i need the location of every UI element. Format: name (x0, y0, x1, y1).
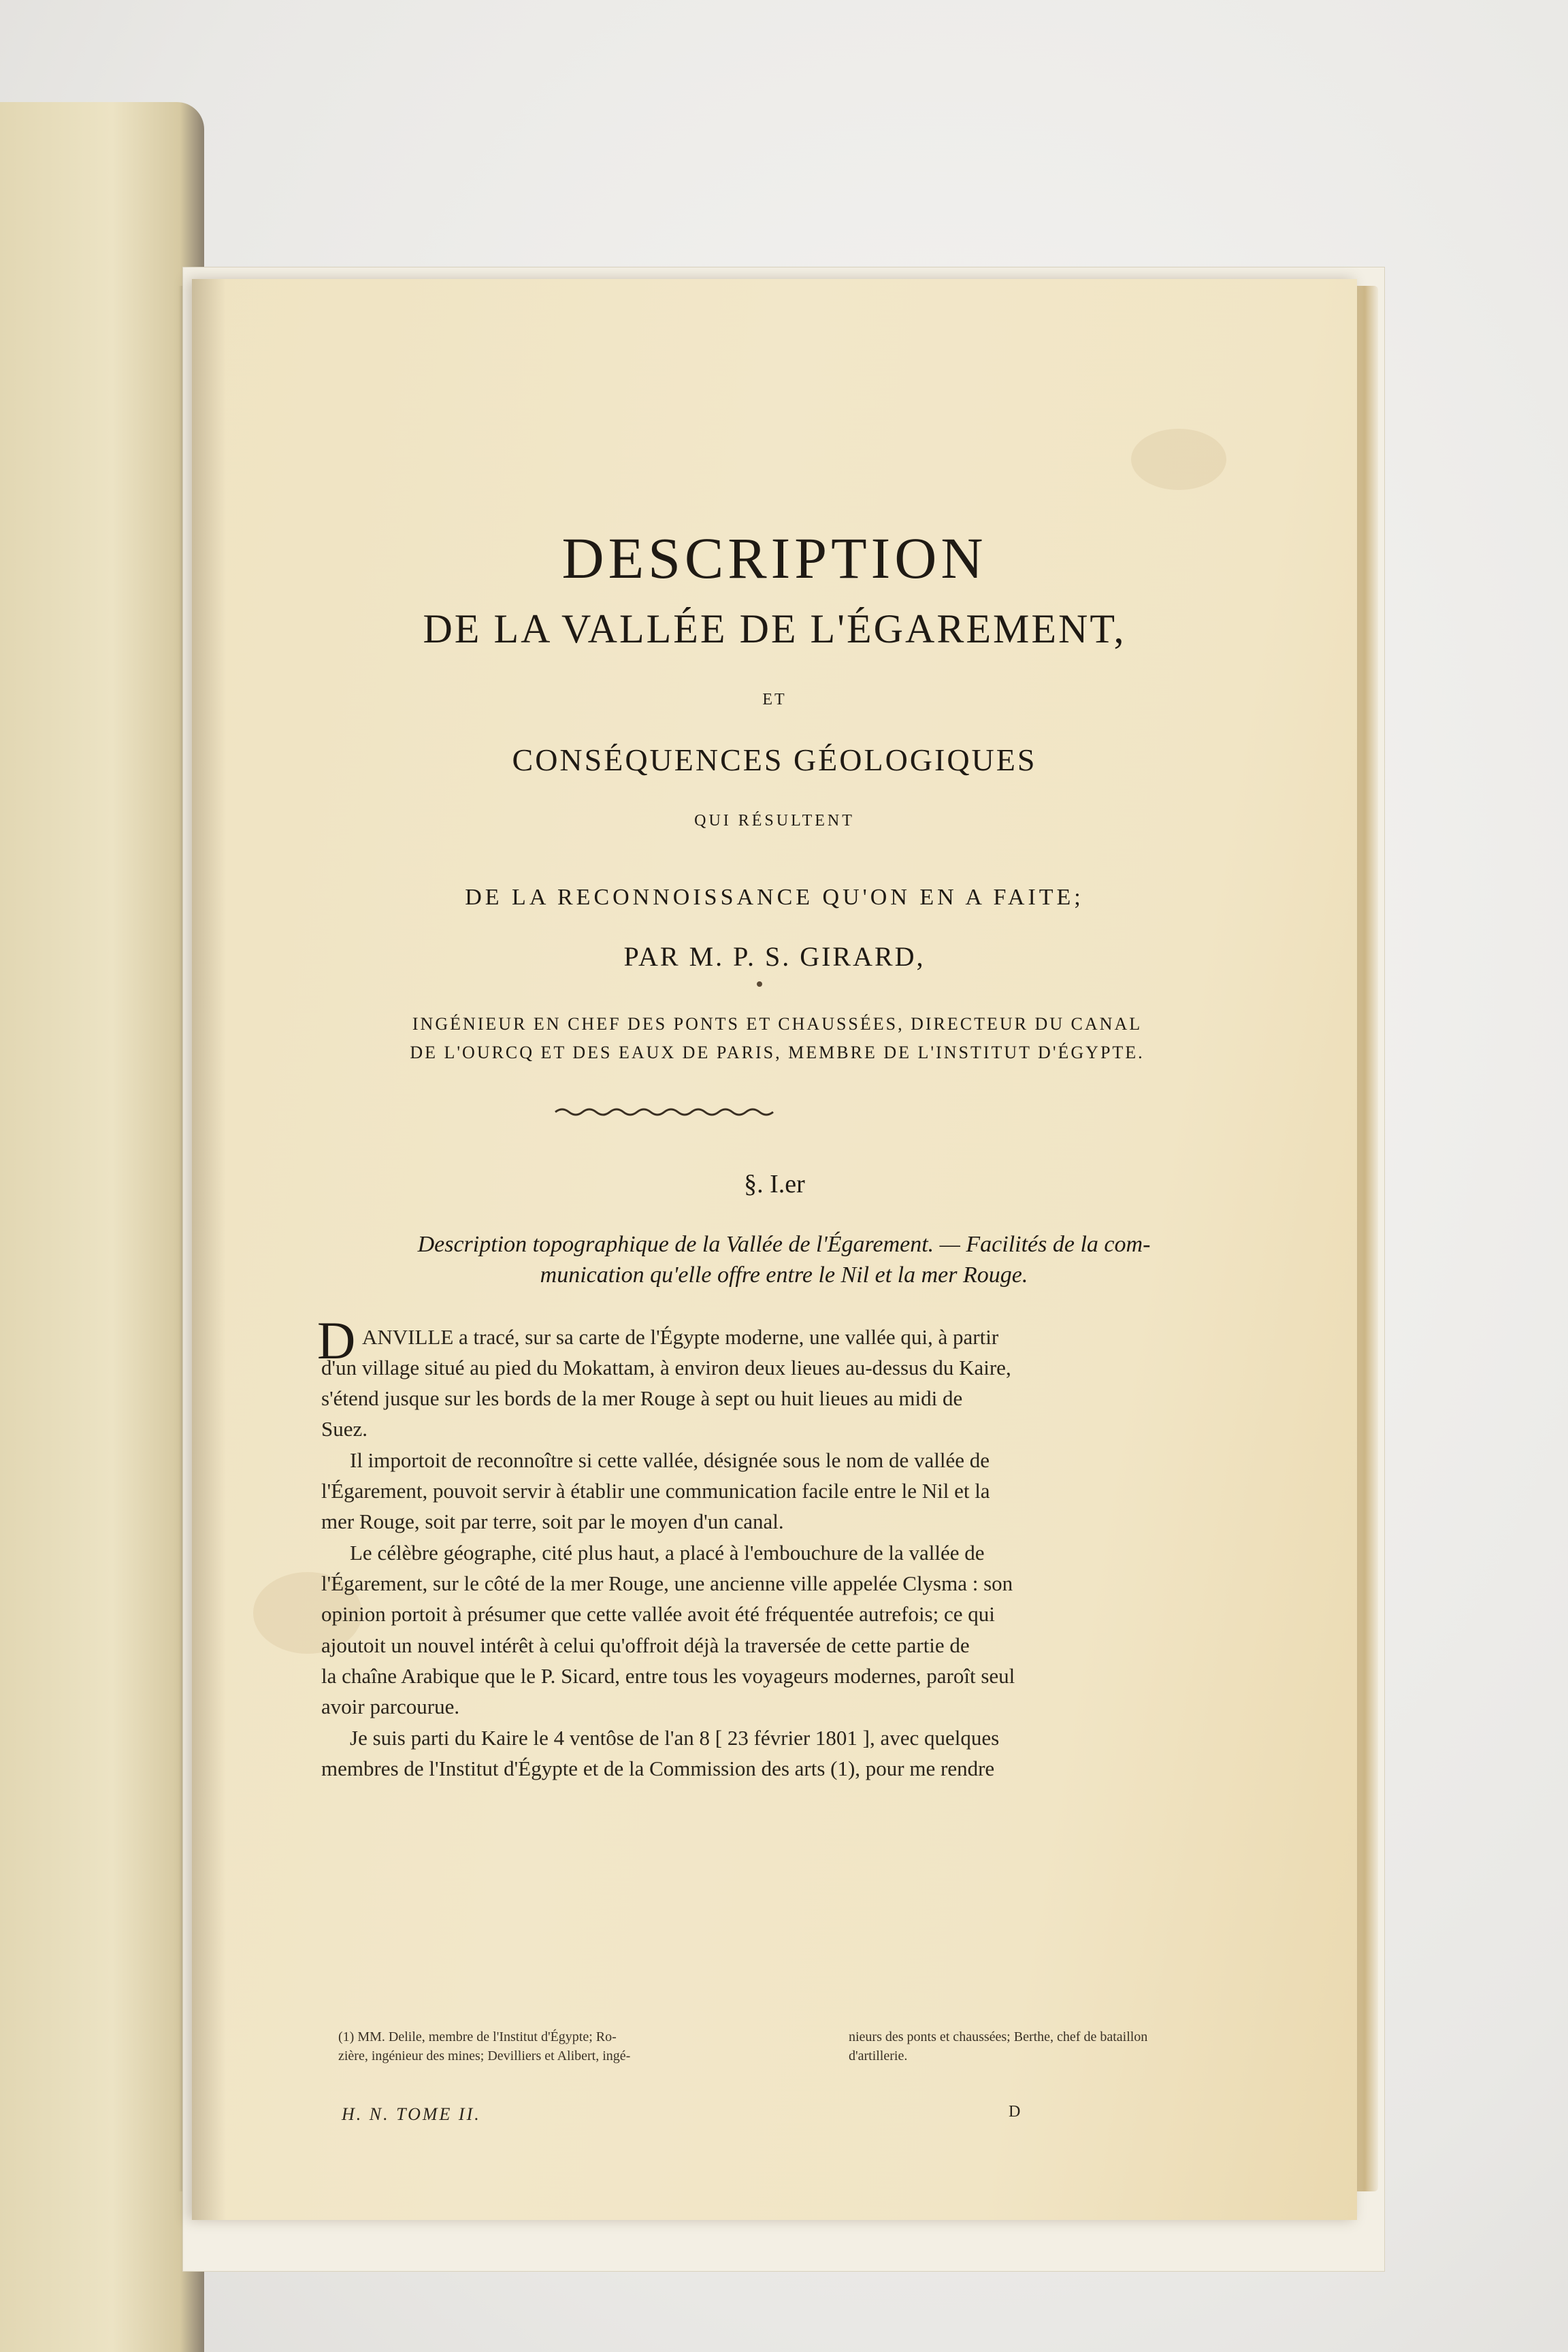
section-heading-line: Description topographique de la Vallée de l'Égarement. — Facilités de la com- (417, 1232, 1151, 1257)
footnote-line: zière, ingénieur des mines; Devilliers et Alibert, ingé- (338, 2048, 631, 2063)
ornament-rule (554, 1107, 779, 1117)
body-line: l'Égarement, pouvoit servir à établir une communication facile entre le Nil et la (321, 1479, 990, 1503)
footnote-line: (1) MM. Delile, membre de l'Institut d'Égypte; Ro- (338, 2029, 617, 2044)
drop-cap: D (317, 1311, 356, 1370)
title-reconnoissance: DE LA RECONNOISSANCE QU'ON EN A FAITE; (465, 885, 1084, 910)
body-line: Il importoit de reconnoître si cette vallée, désignée sous le nom de vallée de (350, 1448, 990, 1472)
title-main: DESCRIPTION (561, 525, 987, 591)
affiliation-line: INGÉNIEUR EN CHEF DES PONTS ET CHAUSSÉES, DIRECTEUR DU CANAL (412, 1014, 1143, 1034)
foxing-stain (1131, 429, 1226, 490)
footnote-line: d'artillerie. (849, 2048, 908, 2063)
printed-page (192, 279, 1357, 2220)
body-line: avoir parcourue. (321, 1695, 460, 1718)
left-page (0, 102, 204, 2352)
author-line: PAR M. P. S. GIRARD, (623, 941, 926, 972)
body-line: l'Égarement, sur le côté de la mer Rouge, une ancienne ville appelée Clysma : son (321, 1571, 1013, 1595)
footnote-line: nieurs des ponts et chaussées; Berthe, chef de bataillon (849, 2029, 1148, 2044)
body-line: mer Rouge, soit par terre, soit par le moyen d'un canal. (321, 1509, 784, 1533)
signature-mark: D (1009, 2103, 1021, 2121)
body-line: ANVILLE a tracé, sur sa carte de l'Égypte moderne, une vallée qui, à partir (362, 1325, 999, 1349)
body-line: opinion portoit à présumer que cette vallée avoit été fréquentée autrefois; ce qui (321, 1602, 995, 1626)
running-footer: H. N. TOME II. (342, 2104, 481, 2124)
body-line: ajoutoit un nouvel intérêt à celui qu'offroit déjà la traversée de cette partie de (321, 1633, 970, 1657)
title-subtitle: DE LA VALLÉE DE L'ÉGAREMENT, (423, 606, 1126, 651)
title-et: ET (762, 691, 787, 708)
body-line: s'étend jusque sur les bords de la mer Rouge à sept ou huit lieues au midi de (321, 1386, 963, 1410)
section-number: §. I.er (744, 1170, 805, 1198)
title-qui-resultent: QUI RÉSULTENT (694, 812, 855, 830)
body-line: membres de l'Institut d'Égypte et de la Commission des arts (1), pour me rendre (321, 1757, 995, 1780)
printer-dot (757, 981, 762, 987)
title-consequences: CONSÉQUENCES GÉOLOGIQUES (512, 742, 1037, 777)
body-line: d'un village situé au pied du Mokattam, à environ deux lieues au-dessus du Kaire, (321, 1356, 1011, 1379)
body-line: Je suis parti du Kaire le 4 ventôse de l'an 8 [ 23 février 1801 ], avec quelques (350, 1726, 1000, 1750)
affiliation-line: DE L'OURCQ ET DES EAUX DE PARIS, MEMBRE DE L'INSTITUT D'ÉGYPTE. (410, 1043, 1145, 1062)
section-heading-line: munication qu'elle offre entre le Nil et la mer Rouge. (540, 1262, 1028, 1288)
body-line: Le célèbre géographe, cité plus haut, a placé à l'embouchure de la vallée de (350, 1541, 985, 1565)
body-line: la chaîne Arabique que le P. Sicard, entre tous les voyageurs modernes, paroît seul (321, 1664, 1015, 1688)
body-line: Suez. (321, 1417, 368, 1441)
